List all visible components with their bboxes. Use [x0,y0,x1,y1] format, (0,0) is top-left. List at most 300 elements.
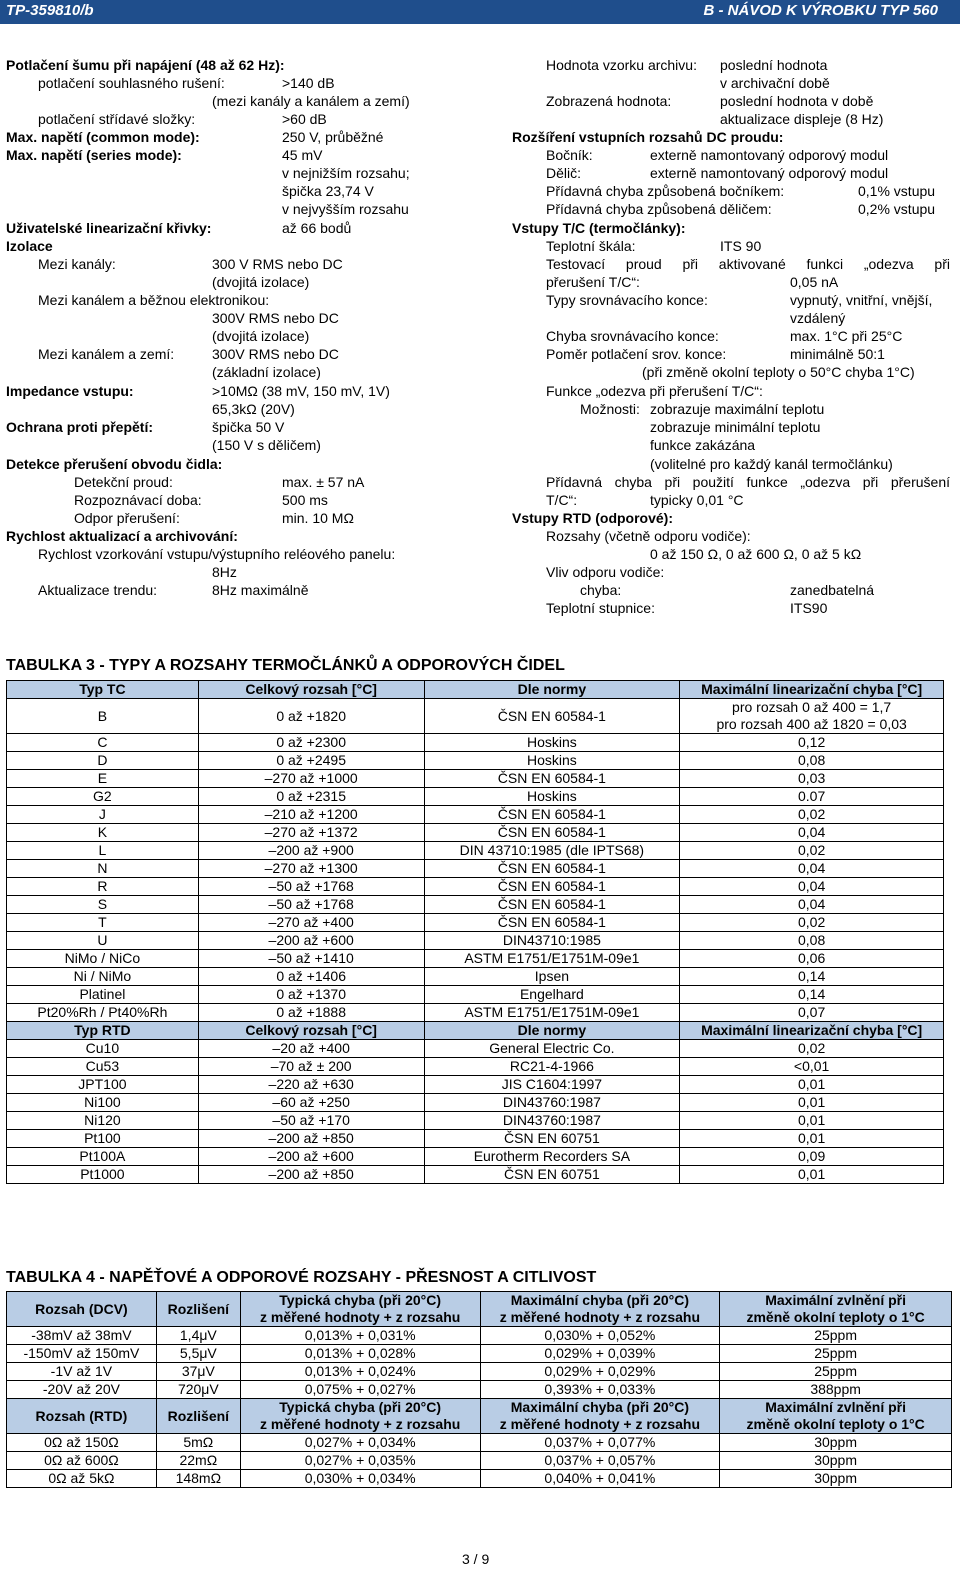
table-cell: Platinel [7,986,199,1004]
table-row [7,1004,944,1022]
disp-value2: aktualizace displeje (8 Hz) [720,111,884,127]
table-cell: 0,040% + 0,041% [480,1470,720,1488]
iso-ch-label: Mezi kanály: [38,256,116,272]
table-cell: G2 [7,788,199,806]
table-cell [680,699,944,734]
header-cell: Dle normy [424,1022,680,1040]
table-cell: 0,14 [680,968,944,986]
table-cell: 0,04 [680,860,944,878]
table-cell: <0,01 [680,1058,944,1076]
table-cell: –50 až +1768 [198,878,424,896]
table-cell: Eurotherm Recorders SA [424,1148,680,1166]
lin-label: Uživatelské linearizační křivky: [6,220,212,236]
table-row [7,1112,944,1130]
table-cell: 0,04 [680,824,944,842]
header-line: z měřené hodnoty + z rozsahu [499,1309,701,1325]
table-cell: Pt100 [7,1130,199,1148]
surge-value2: (150 V s děličem) [212,437,321,453]
max-cm-label: Max. napětí (common mode): [6,129,200,145]
table-cell: 0,013% + 0,024% [240,1363,480,1381]
table-row [7,950,944,968]
break-time-value: 500 ms [282,492,328,508]
table-cell: –270 až +1372 [198,824,424,842]
div-err-value: 0,2% vstupu [858,201,936,217]
rtd-title: Vstupy RTD (odporové): [512,510,673,526]
cj-value2: vzdálený [790,310,846,326]
table-cell: ČSN EN 60584-1 [424,860,680,878]
table-cell: ČSN EN 60751 [424,1166,680,1184]
table-cell: ČSN EN 60584-1 [424,699,680,734]
resp-opt2: zobrazuje minimální teplotu [650,419,821,435]
imp-label: Impedance vstupu: [6,383,134,399]
header-cell: Rozlišení [156,1292,240,1327]
header-cell: Typ RTD [7,1022,199,1040]
table-cell: 37μV [156,1363,240,1381]
table-cell: –200 až +900 [198,842,424,860]
table-cell: 0Ω až 600Ω [7,1452,157,1470]
resp-opt-label: Možnosti: [580,401,640,417]
table-cell: 25ppm [720,1327,952,1345]
table-cell: 0 až +1370 [198,986,424,1004]
table-cell: 0,02 [680,842,944,860]
table-cell: 0,037% + 0,057% [480,1452,720,1470]
add-err-value: typicky 0,01 °C [650,492,744,508]
table-cell: Pt20%Rh / Pt40%Rh [7,1004,199,1022]
table-cell: 720μV [156,1381,240,1399]
cj-rej-label: Poměr potlačení srov. konce: [546,346,727,362]
header-line: změně okolní teploty o 1°C [746,1309,925,1325]
cj-rej-note: (při změně okolní teploty o 50°C chyba 1°C) [642,364,915,380]
table-cell: 1,4μV [156,1327,240,1345]
header-cell [720,1399,952,1434]
table-row [7,1094,944,1112]
table-row [7,1345,952,1363]
header-line: Typická chyba (při 20°C) [279,1399,442,1415]
table-cell: 388ppm [720,1381,952,1399]
header-cell: Dle normy [424,681,680,699]
break-time-label: Rozpoznávací doba: [74,492,202,508]
iso-gnd-value: 300V RMS nebo DC [212,346,339,362]
table-cell: General Electric Co. [424,1040,680,1058]
surge-value: špička 50 V [212,419,285,435]
scale-label: Teplotní škála: [546,238,636,254]
rtd-range-label: Rozsahy (včetně odporu vodiče): [546,528,751,544]
table-cell: 0,04 [680,878,944,896]
rtd-range-value: 0 až 150 Ω, 0 až 600 Ω, 0 až 5 kΩ [650,546,862,562]
table-cell: 0,02 [680,806,944,824]
table-cell: Ni100 [7,1094,199,1112]
table-cell: 0 až +2300 [198,734,424,752]
header-line: z měřené hodnoty + z rozsahu [260,1309,461,1325]
lead-label: Vliv odporu vodiče: [546,564,665,580]
test-line1: Testovací proud při aktivované funkci „odezva při [546,256,950,272]
table-cell: Ni / NiMo [7,968,199,986]
shunt-label: Bočník: [546,147,593,163]
table-cell: 0,029% + 0,029% [480,1363,720,1381]
header-line: z měřené hodnoty + z rozsahu [260,1416,461,1432]
header-cell [240,1292,480,1327]
table-cell: -20V až 20V [7,1381,157,1399]
table-row [7,1381,952,1399]
table-row [7,770,944,788]
table-cell: –270 až +1000 [198,770,424,788]
table-row [7,1058,944,1076]
add-err-line1: Přídavná chyba při použití funkce „odezva při přerušení [546,474,950,490]
table-cell: Pt1000 [7,1166,199,1184]
table-cell: 0,01 [680,1112,944,1130]
page-number: 3 / 9 [462,1551,490,1567]
table-cell: 0,075% + 0,027% [240,1381,480,1399]
header-cell [480,1399,720,1434]
table-row [7,932,944,950]
table-cell: 0,08 [680,752,944,770]
table-cell: 0,02 [680,1040,944,1058]
table-row [7,878,944,896]
table-cell: –210 až +1200 [198,806,424,824]
table-cell: 0Ω až 5kΩ [7,1470,157,1488]
table-cell: JIS C1604:1997 [424,1076,680,1094]
header-cell: Maximální linearizační chyba [°C] [680,1022,944,1040]
table-row [7,806,944,824]
nm-label: potlačení střídavé složky: [38,111,196,127]
table-cell: Ipsen [424,968,680,986]
header-cell: Celkový rozsah [°C] [198,681,424,699]
table-row [7,734,944,752]
test-value: 0,05 nA [790,274,839,290]
header-cell [480,1292,720,1327]
tc-title: Vstupy T/C (termočlánky): [512,220,686,236]
table-cell: 0,030% + 0,034% [240,1470,480,1488]
table-cell: ČSN EN 60584-1 [424,878,680,896]
cm-value: >140 dB [282,75,335,91]
header-line: změně okolní teploty o 1°C [746,1416,925,1432]
table-cell: 0,030% + 0,052% [480,1327,720,1345]
table-row [7,1363,952,1381]
table-row [7,914,944,932]
table-row [7,699,944,734]
table3-title: TABULKA 3 - TYPY A ROZSAHY TERMOČLÁNKŮ A ODPOROVÝCH ČIDEL [6,657,565,674]
header-line: z měřené hodnoty + z rozsahu [499,1416,701,1432]
table-cell: DIN43760:1987 [424,1112,680,1130]
table-cell: 0 až +1888 [198,1004,424,1022]
dc-title: Rozšíření vstupních rozsahů DC proudu: [512,129,784,145]
table-row [7,842,944,860]
table-cell: –270 až +400 [198,914,424,932]
header-cell: Maximální linearizační chyba [°C] [680,681,944,699]
max-sm-line3: špička 23,74 V [282,183,374,199]
table-cell: RC21-4-1966 [424,1058,680,1076]
table-cell: –220 až +630 [198,1076,424,1094]
imp-value: >10MΩ (38 mV, 150 mV, 1V) [212,383,390,399]
table3-header-row [7,681,944,699]
table-cell: N [7,860,199,878]
table-cell: 25ppm [720,1363,952,1381]
table-cell: 0 až +2315 [198,788,424,806]
table-row [7,986,944,1004]
cj-err-label: Chyba srovnávacího konce: [546,328,719,344]
header-cell [240,1399,480,1434]
table-cell: ASTM E1751/E1751M-09e1 [424,1004,680,1022]
table-cell: 0,027% + 0,034% [240,1434,480,1452]
noise-title: Potlačení šumu při napájení (48 až 62 Hz): [6,57,285,73]
table-cell: DIN43710:1985 [424,932,680,950]
table-cell: –200 až +600 [198,1148,424,1166]
rate-title: Rychlost aktualizací a archivování: [6,528,238,544]
break-res-label: Odpor přerušení: [74,510,180,526]
div-value: externě namontovaný odporový modul [650,165,889,181]
surge-label: Ochrana proti přepětí: [6,419,154,435]
iso-el-note: (dvojitá izolace) [212,328,310,344]
table-cell: ČSN EN 60751 [424,1130,680,1148]
resp-opt4: (volitelné pro každý kanál termočlánku) [650,456,893,472]
table-cell: 0 až +1820 [198,699,424,734]
table-cell: Cu10 [7,1040,199,1058]
table-cell: 0,013% + 0,028% [240,1345,480,1363]
table-cell: –20 až +400 [198,1040,424,1058]
table-cell: Hoskins [424,788,680,806]
table-cell: –60 až +250 [198,1094,424,1112]
table-row [7,1076,944,1094]
header-line: Maximální zvlnění při [765,1292,907,1308]
table-cell: T [7,914,199,932]
b-error-line1: pro rozsah 0 až 400 = 1,7 [732,699,892,715]
table-cell: –200 až +850 [198,1130,424,1148]
table-cell: 0 až +2495 [198,752,424,770]
table-cell: –200 až +850 [198,1166,424,1184]
table-cell: 0,01 [680,1094,944,1112]
rate-io-value: 8Hz [212,564,237,580]
table-cell: 0,029% + 0,039% [480,1345,720,1363]
header-cell: Typ TC [7,681,199,699]
header-line: Maximální chyba (při 20°C) [510,1399,690,1415]
table-cell: S [7,896,199,914]
table-cell: –70 až ± 200 [198,1058,424,1076]
table-cell: J [7,806,199,824]
table-cell: 5mΩ [156,1434,240,1452]
max-sm-line2: v nejnižším rozsahu; [282,165,410,181]
shunt-err-label: Přídavná chyba způsobená bočníkem: [546,183,785,199]
arch-label: Hodnota vzorku archivu: [546,57,697,73]
table-cell: -1V až 1V [7,1363,157,1381]
table-cell: 0,06 [680,950,944,968]
b-error-line2: pro rozsah 400 až 1820 = 0,03 [716,716,907,732]
document-code: TP-359810/b [6,2,94,19]
break-res-value: min. 10 MΩ [282,510,354,526]
resp-opt3: funkce zakázána [650,437,756,453]
max-cm-value: 250 V, průběžné [282,129,384,145]
table-row [7,968,944,986]
table-cell: 0.07 [680,788,944,806]
arch-value2: v archivační době [720,75,830,91]
table-cell: 0,01 [680,1076,944,1094]
table-cell: 0,393% + 0,033% [480,1381,720,1399]
table-cell: R [7,878,199,896]
table-row [7,1470,952,1488]
table-cell: -150mV až 150mV [7,1345,157,1363]
arch-value: poslední hodnota [720,57,828,73]
cm-label: potlačení souhlasného rušení: [38,75,225,91]
table-row [7,1040,944,1058]
table-cell: –50 až +1768 [198,896,424,914]
table-cell: 0Ω až 150Ω [7,1434,157,1452]
table-cell: ČSN EN 60584-1 [424,770,680,788]
resp-opt1: zobrazuje maximální teplotu [650,401,825,417]
table-cell: Hoskins [424,752,680,770]
table-row [7,896,944,914]
table-cell: Ni120 [7,1112,199,1130]
header-line: Maximální zvlnění při [765,1399,907,1415]
table-cell: 0 až +1406 [198,968,424,986]
disp-label: Zobrazená hodnota: [546,93,672,109]
table-cell: 0,01 [680,1166,944,1184]
page-header [0,0,960,24]
break-title: Detekce přerušení obvodu čidla: [6,456,223,472]
table4-header-row [7,1292,952,1327]
header-cell: Rozsah (RTD) [7,1399,157,1434]
table-row [7,1148,944,1166]
document-title: B - NÁVOD K VÝROBKU TYP 560 [703,2,938,19]
table-cell: K [7,824,199,842]
table-cell: Hoskins [424,734,680,752]
table-cell: Cu53 [7,1058,199,1076]
header-cell: Rozsah (DCV) [7,1292,157,1327]
header-cell: Celkový rozsah [°C] [198,1022,424,1040]
table-cell: 0,09 [680,1148,944,1166]
table4-title: TABULKA 4 - NAPĚŤOVÉ A ODPOROVÉ ROZSAHY - PŘESNOST A CITLIVOST [6,1269,597,1286]
isolation-title: Izolace [6,238,53,254]
shunt-err-value: 0,1% vstupu [858,183,936,199]
rate-trend-label: Aktualizace trendu: [38,582,158,598]
header-line: Typická chyba (při 20°C) [279,1292,442,1308]
table-row [7,788,944,806]
header-cell: Rozlišení [156,1399,240,1434]
table-cell: E [7,770,199,788]
table-cell: 0,027% + 0,035% [240,1452,480,1470]
table-row [7,1130,944,1148]
table-cell: –200 až +600 [198,932,424,950]
rtd-scale-label: Teplotní stupnice: [546,600,655,616]
table-cell: 25ppm [720,1345,952,1363]
cj-rej-value: minimálně 50:1 [790,346,885,362]
table4-header-row [7,1399,952,1434]
rate-io-label: Rychlost vzorkování vstupu/výstupního reléového panelu: [38,546,396,562]
table-cell: DIN 43710:1985 (dle IPTS68) [424,842,680,860]
table-cell: 5,5μV [156,1345,240,1363]
table-cell: B [7,699,199,734]
table-row [7,1452,952,1470]
cj-label: Typy srovnávacího konce: [546,292,708,308]
iso-gnd-note: (základní izolace) [212,364,321,380]
table-cell: 0,12 [680,734,944,752]
table-row [7,1327,952,1345]
disp-value: poslední hodnota v době [720,93,874,109]
table-cell: ASTM E1751/E1751M-09e1 [424,950,680,968]
table-cell: 0,08 [680,932,944,950]
table-cell: Engelhard [424,986,680,1004]
table-cell: –270 až +1300 [198,860,424,878]
table-cell: -38mV až 38mV [7,1327,157,1345]
cj-err-value: max. 1°C při 25°C [790,328,903,344]
header-line: Maximální chyba (při 20°C) [510,1292,690,1308]
table-cell: 30ppm [720,1434,952,1452]
table-cell: JPT100 [7,1076,199,1094]
table-row [7,752,944,770]
table-cell: D [7,752,199,770]
table-cell: 0,03 [680,770,944,788]
accuracy-table [6,1291,952,1488]
table-row [7,1166,944,1184]
cj-value: vypnutý, vnitřní, vnější, [790,292,933,308]
table-cell: 0,037% + 0,077% [480,1434,720,1452]
test-line2: přerušení T/C“: [546,274,640,290]
max-sm-label: Max. napětí (series mode): [6,147,182,163]
table3-rtd-header-row [7,1022,944,1040]
shunt-value: externě namontovaný odporový modul [650,147,889,163]
max-sm-value: 45 mV [282,147,323,163]
div-label: Dělič: [546,165,582,181]
table-cell: DIN43760:1987 [424,1094,680,1112]
resp-title: Funkce „odezva při přerušení T/C“: [546,383,763,399]
iso-gnd-label: Mezi kanálem a zemí: [38,346,175,362]
table-cell: –50 až +1410 [198,950,424,968]
table-cell: Pt100A [7,1148,199,1166]
table-cell: 0,14 [680,986,944,1004]
rate-trend-value: 8Hz maximálně [212,582,309,598]
add-err-line2: T/C“: [546,492,578,508]
div-err-label: Přídavná chyba způsobená děličem: [546,201,772,217]
rtd-scale-value: ITS90 [790,600,828,616]
table-row [7,824,944,842]
table-cell: L [7,842,199,860]
table-cell: 148mΩ [156,1470,240,1488]
iso-ch-value: 300 V RMS nebo DC [212,256,343,272]
lead-err-value: zanedbatelná [790,582,875,598]
table-cell: 22mΩ [156,1452,240,1470]
table-cell: 0,013% + 0,031% [240,1327,480,1345]
table-cell: ČSN EN 60584-1 [424,824,680,842]
table-cell: C [7,734,199,752]
nm-value: >60 dB [282,111,327,127]
scale-value: ITS 90 [720,238,762,254]
table-cell: 0,04 [680,896,944,914]
table-cell: 30ppm [720,1452,952,1470]
table-cell: U [7,932,199,950]
break-cur-value: max. ± 57 nA [282,474,365,490]
table-cell: NiMo / NiCo [7,950,199,968]
header-cell [720,1292,952,1327]
lead-err-label: chyba: [580,582,622,598]
max-sm-line4: v nejvyšším rozsahu [282,201,409,217]
table-cell: 0,07 [680,1004,944,1022]
table-cell: 0,01 [680,1130,944,1148]
table-cell: ČSN EN 60584-1 [424,914,680,932]
break-cur-label: Detekční proud: [74,474,173,490]
lin-value: až 66 bodů [282,220,352,236]
table-row [7,1434,952,1452]
table-cell: 0,02 [680,914,944,932]
table-cell: 30ppm [720,1470,952,1488]
thermocouple-table [6,680,944,1184]
table-row [7,860,944,878]
cm-note: (mezi kanály a kanálem a zemí) [212,93,410,109]
table-cell: –50 až +170 [198,1112,424,1130]
iso-el-value: 300V RMS nebo DC [212,310,339,326]
table-cell: ČSN EN 60584-1 [424,896,680,914]
iso-ch-note: (dvojitá izolace) [212,274,310,290]
imp-value2: 65,3kΩ (20V) [212,401,295,417]
table-cell: ČSN EN 60584-1 [424,806,680,824]
iso-el-label: Mezi kanálem a běžnou elektronikou: [38,292,270,308]
